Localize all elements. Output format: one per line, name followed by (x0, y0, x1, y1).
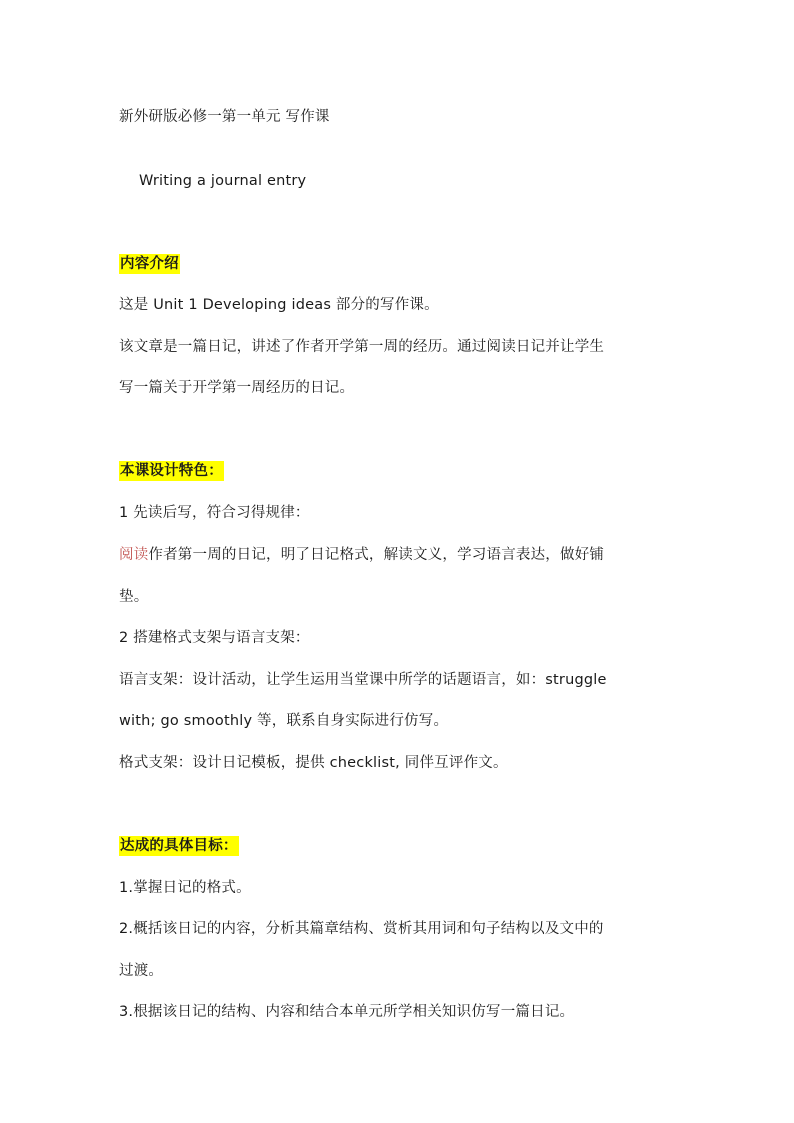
intro-line-1: 这是 Unit 1 Developing ideas 部分的写作课。 (119, 297, 439, 313)
features-point-1-title: 1 先读后写，符合习得规律： (119, 505, 310, 521)
features-heading: 本课设计特色： (120, 463, 223, 479)
language-scaffold-line-1: 语言支架：设计活动，让学生运用当堂课中所学的话题语言，如：struggle (119, 672, 607, 688)
document-title: 新外研版必修一第一单元 写作课 (119, 109, 330, 125)
intro-line-3: 写一篇关于开学第一周经历的日记。 (119, 380, 355, 396)
features-point-1-line-1 (119, 545, 604, 565)
features-point-1-rest: 作者第一周的日记，明了日记格式，解读文义，学习语言表达，做好铺 (148, 547, 605, 563)
goal-2-line-1: 2.概括该日记的内容，分析其篇章结构、赏析其用词和句子结构以及文中的 (119, 921, 604, 937)
goal-2-line-2: 过渡。 (119, 963, 164, 979)
features-heading-row (119, 461, 224, 481)
reading-word: 阅读 (119, 547, 149, 563)
document-subtitle: Writing a journal entry (139, 173, 307, 189)
intro-heading-row (119, 254, 180, 274)
features-point-2-title: 2 搭建格式支架与语言支架： (119, 630, 310, 646)
goals-heading: 达成的具体目标： (120, 838, 238, 854)
format-scaffold-line: 格式支架：设计日记模板，提供 checklist, 同伴互评作文。 (119, 755, 508, 771)
language-scaffold-line-2: with; go smoothly 等，联系自身实际进行仿写。 (119, 713, 449, 729)
intro-heading: 内容介绍 (120, 256, 179, 272)
goals-heading-row (119, 836, 239, 856)
features-point-1-line-2: 垫。 (119, 589, 149, 605)
goal-1: 1.掌握日记的格式。 (119, 880, 251, 896)
goal-3: 3.根据该日记的结构、内容和结合本单元所学相关知识仿写一篇日记。 (119, 1004, 575, 1020)
intro-line-2: 该文章是一篇日记，讲述了作者开学第一周的经历。通过阅读日记并让学生 (119, 339, 605, 355)
